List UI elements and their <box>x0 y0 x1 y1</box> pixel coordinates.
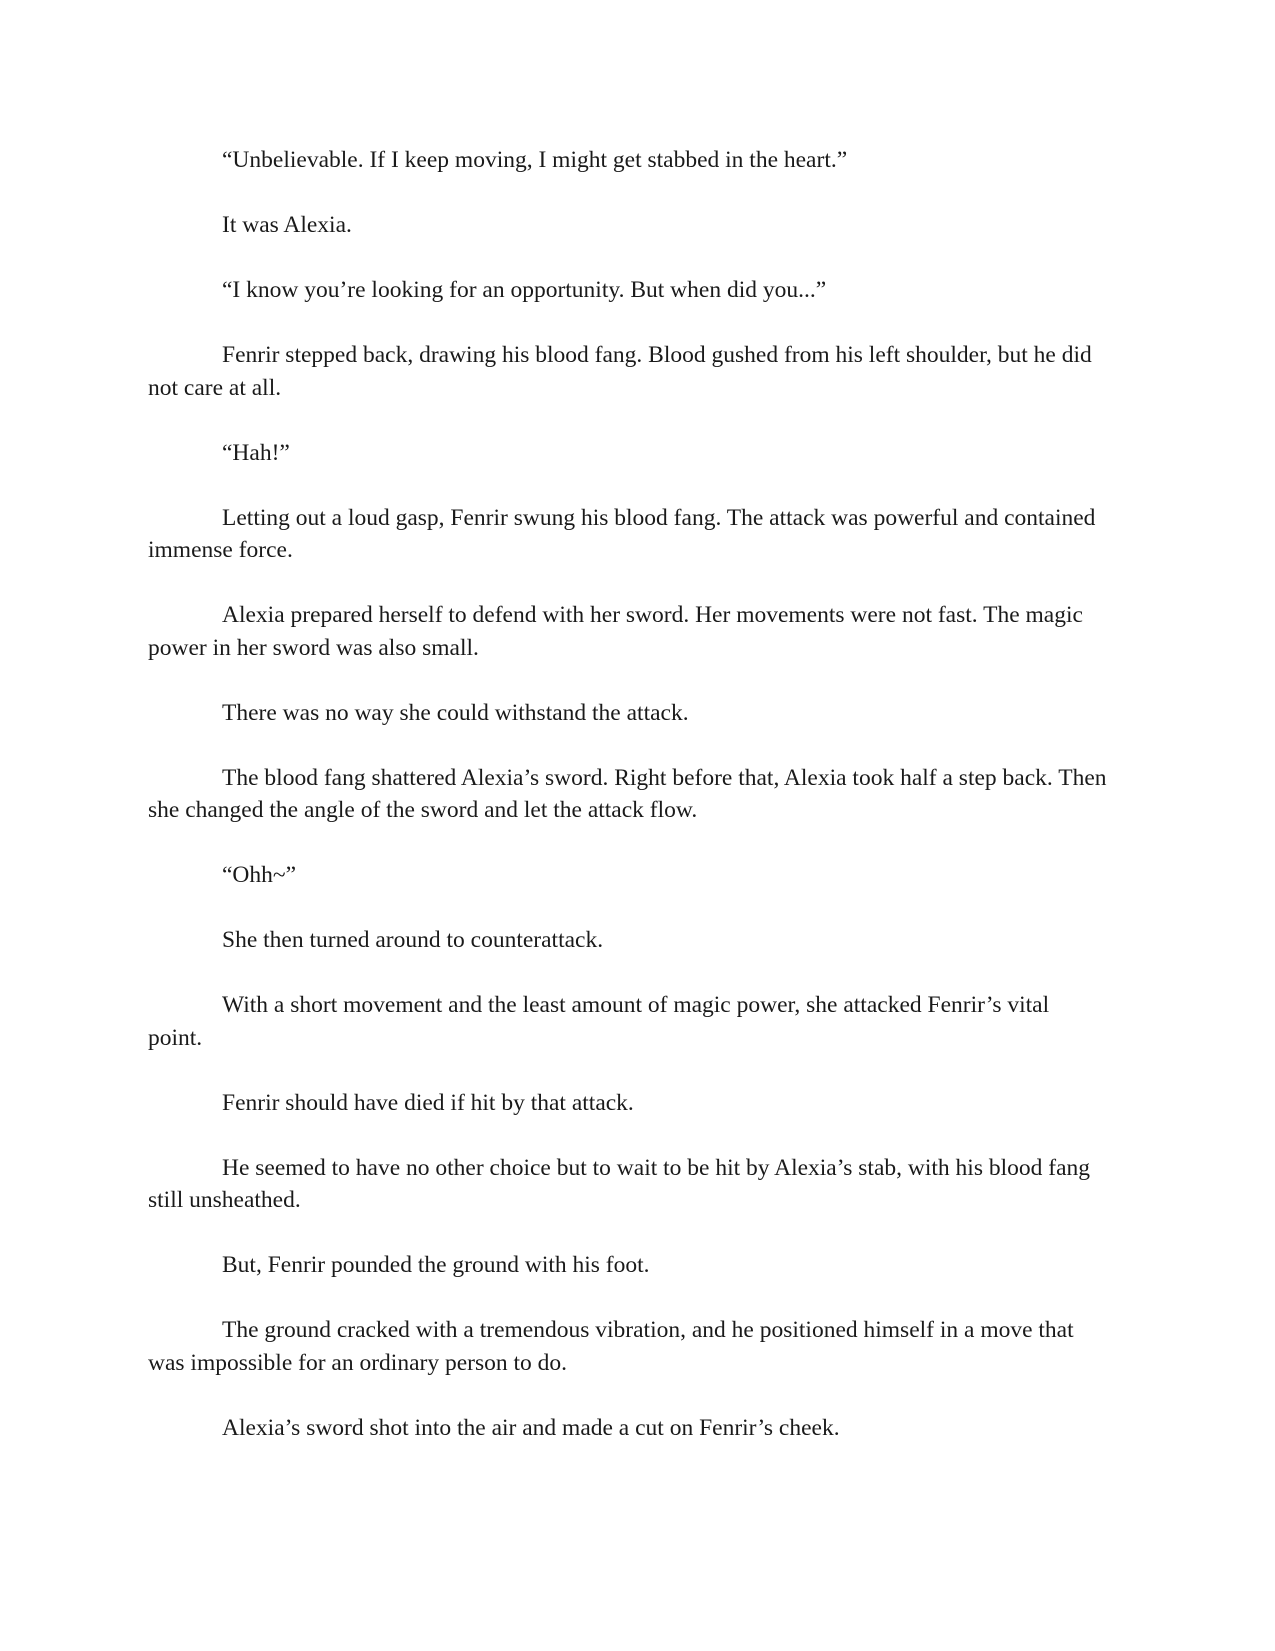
paragraph: The blood fang shattered Alexia’s sword. Right before that, Alexia took half a step back. Then she changed the angle of the sword and let the attack flow. <box>148 764 1107 823</box>
paragraph: “Hah!” <box>222 439 290 466</box>
paragraph: Letting out a loud gasp, Fenrir swung his blood fang. The attack was powerful and contained immense force. <box>148 504 1096 563</box>
paragraph: Alexia’s sword shot into the air and made a cut on Fenrir’s cheek. <box>222 1414 840 1441</box>
paragraph: “Unbelievable. If I keep moving, I might get stabbed in the heart.” <box>222 147 848 173</box>
paragraph: “Ohh~” <box>222 862 297 888</box>
paragraph: He seemed to have no other choice but to wait to be hit by Alexia’s stab, with his blood fang still unsheathed. <box>148 1154 1091 1213</box>
document-body <box>148 144 1108 1477</box>
paragraph: She then turned around to counterattack. <box>222 927 604 953</box>
paragraph: There was no way she could withstand the attack. <box>222 699 689 726</box>
paragraph: “I know you’re looking for an opportunity. But when did you...” <box>222 277 827 303</box>
paragraph: Fenrir stepped back, drawing his blood fang. Blood gushed from his left shoulder, but he did not care at all. <box>148 342 1092 401</box>
paragraph: It was Alexia. <box>222 212 352 238</box>
paragraph: Alexia prepared herself to defend with her sword. Her movements were not fast. The magic power in her sword was also small. <box>148 602 1083 661</box>
paragraph: Fenrir should have died if hit by that attack. <box>222 1089 634 1116</box>
paragraph: With a short movement and the least amount of magic power, she attacked Fenrir’s vital point. <box>148 992 1050 1051</box>
paragraph: But, Fenrir pounded the ground with his foot. <box>222 1252 650 1278</box>
paragraph: The ground cracked with a tremendous vibration, and he positioned himself in a move that was impossible for an ordinary person to do. <box>148 1317 1074 1376</box>
